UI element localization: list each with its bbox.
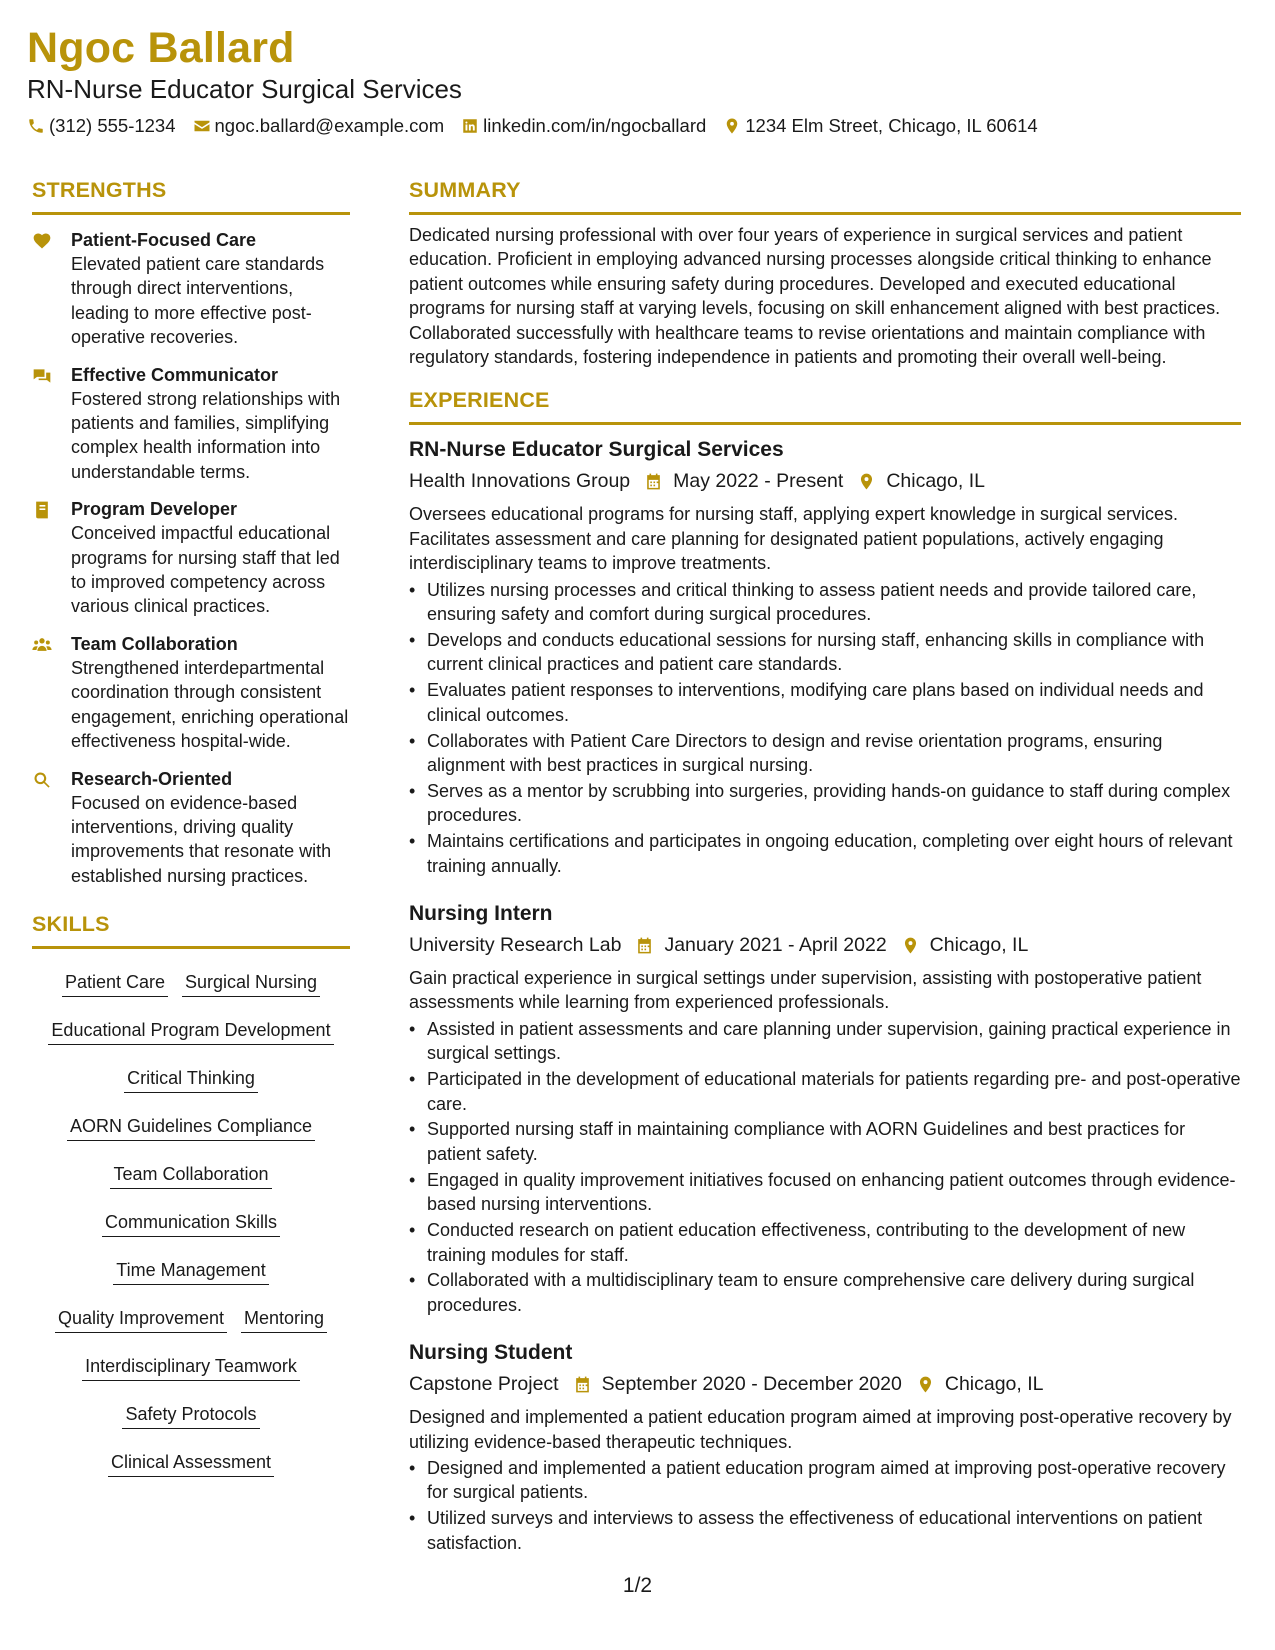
linkedin-icon <box>461 117 479 135</box>
skills-list <box>32 959 350 1487</box>
summary-text: Dedicated nursing professional with over four years of experience in surgical services and patient education. Proficient in employing advanced nursing processes alongside critical thinking to enhance patient outcomes while ensuring safety during procedures. Developed and executed educational programs for nursing staff at varying levels, focusing on skill enhancement aligned with best practices. Collaborated successfully with healthcare teams to revise orientations and maintain compliance with regulatory standards, fostering independence in patients and promoting their overall well-being. <box>409 225 1221 368</box>
job-location: Chicago, IL <box>886 470 985 493</box>
strength-item <box>32 363 350 485</box>
contact-bar <box>27 114 1247 138</box>
job-dates: September 2020 - December 2020 <box>601 1373 902 1396</box>
bullet-item: • Participated in the development of educational materials for patients regarding pre- and post-operative care. <box>409 1067 1241 1116</box>
comments-icon <box>32 366 52 386</box>
skill-tag: Quality Improvement <box>55 1302 227 1333</box>
strength-description: Conceived impactful educational programs for nursing staff that led to improved competency across various clinical practices. <box>71 523 340 617</box>
map-pin-icon <box>723 117 741 135</box>
skill-tag: Communication Skills <box>102 1206 280 1237</box>
summary-heading: SUMMARY <box>409 178 521 202</box>
job-title: Nursing Intern <box>409 902 553 926</box>
job-bullets <box>409 1017 1241 1317</box>
page-number: 1/2 <box>622 1574 653 1597</box>
job-title: RN-Nurse Educator Surgical Services <box>409 438 784 462</box>
left-column <box>32 176 350 1487</box>
strength-name: Program Developer <box>71 499 238 520</box>
experience-heading: EXPERIENCE <box>409 388 550 413</box>
skill-tag: Interdisciplinary Teamwork <box>82 1350 300 1381</box>
skill-tag: Surgical Nursing <box>182 966 320 997</box>
job-entry <box>409 1339 1241 1555</box>
contact-linkedin[interactable] <box>461 114 706 138</box>
bullet-item: • Collaborates with Patient Care Directors to design and revise orientation programs, ensuring alignment with best practices in surgical nursing. <box>409 729 1241 778</box>
job-company: Capstone Project <box>409 1373 559 1396</box>
job-description: Gain practical experience in surgical settings under supervision, assisting with postoperative patient assessments while learning from experienced professionals. <box>409 968 1202 1013</box>
bullet-item: • Engaged in quality improvement initiatives focused on enhancing patient outcomes through evidence-based nursing interventions. <box>409 1168 1241 1217</box>
calendar-icon <box>573 1375 592 1394</box>
job-entry <box>409 436 1241 878</box>
job-bullets <box>409 1456 1241 1555</box>
experience-section <box>409 386 1241 1555</box>
skill-tag: Mentoring <box>241 1302 327 1333</box>
bullet-item: • Assisted in patient assessments and care planning under supervision, gaining practical experience in surgical settings. <box>409 1017 1241 1066</box>
skill-tag: Patient Care <box>62 966 168 997</box>
skill-tag: Safety Protocols <box>122 1398 259 1429</box>
bullet-item: • Designed and implemented a patient education program aimed at improving post-operative recovery for surgical patients. <box>409 1456 1241 1505</box>
contact-phone[interactable] <box>27 114 176 138</box>
bullet-item: • Supported nursing staff in maintaining compliance with AORN Guidelines and best practices for patient safety. <box>409 1117 1241 1166</box>
linkedin-text: linkedin.com/in/ngocballard <box>483 115 707 136</box>
contact-email[interactable] <box>193 114 445 138</box>
candidate-title: RN-Nurse Educator Surgical Services <box>27 74 462 104</box>
email-text: ngoc.ballard@example.com <box>214 115 445 136</box>
strength-name: Team Collaboration <box>71 633 238 654</box>
search-icon <box>32 770 52 790</box>
right-column <box>409 176 1241 1555</box>
strength-description: Strengthened interdepartmental coordination through consistent engagement, enriching operational effectiveness hospital-wide. <box>71 657 349 752</box>
book-icon <box>32 500 52 520</box>
job-entry <box>409 900 1241 1317</box>
skill-tag: Critical Thinking <box>124 1062 258 1093</box>
bullet-item: • Utilized surveys and interviews to assess the effectiveness of educational interventions on patient satisfaction. <box>409 1506 1241 1555</box>
summary-section <box>409 176 1241 369</box>
job-bullets <box>409 578 1241 878</box>
job-description: Designed and implemented a patient education program aimed at improving post-operative recovery by utilizing evidence-based therapeutic techniques. <box>409 1407 1232 1452</box>
job-location: Chicago, IL <box>944 1373 1044 1396</box>
job-meta <box>409 932 1241 958</box>
address-text: 1234 Elm Street, Chicago, IL 60614 <box>745 115 1038 136</box>
map-pin-icon <box>901 936 920 955</box>
section-divider <box>32 946 350 949</box>
skill-tag: Team Collaboration <box>110 1158 271 1189</box>
job-company: University Research Lab <box>409 934 622 957</box>
skill-tag: Time Management <box>113 1254 268 1285</box>
strength-description: Focused on evidence-based interventions, driving quality improvements that resonate with established nursing practices. <box>71 792 332 886</box>
job-company: Health Innovations Group <box>409 470 631 493</box>
heart-icon <box>32 231 52 251</box>
candidate-name: Ngoc Ballard <box>27 24 295 72</box>
bullet-item: • Collaborated with a multidisciplinary team to ensure comprehensive care delivery during surgical procedures. <box>409 1268 1241 1317</box>
bullet-item: • Maintains certifications and participates in ongoing education, completing over eight hours of relevant training annually. <box>409 829 1241 878</box>
bullet-item: • Evaluates patient responses to interventions, modifying care plans based on individual needs and clinical outcomes. <box>409 678 1241 727</box>
strengths-section <box>32 176 350 888</box>
job-meta <box>409 468 1241 494</box>
strength-item <box>32 632 350 754</box>
skills-heading: SKILLS <box>32 912 110 937</box>
section-divider <box>32 212 350 215</box>
skill-tag: AORN Guidelines Compliance <box>67 1110 315 1141</box>
skill-tag: Educational Program Development <box>48 1014 333 1045</box>
users-icon <box>32 635 52 655</box>
envelope-icon <box>193 117 211 135</box>
phone-text: (312) 555-1234 <box>49 115 176 136</box>
contact-address <box>723 114 1037 138</box>
bullet-item: • Conducted research on patient education effectiveness, contributing to the development of new training modules for staff. <box>409 1218 1241 1267</box>
job-meta <box>409 1371 1241 1397</box>
calendar-icon <box>644 472 663 491</box>
strength-item <box>32 228 350 350</box>
job-dates: May 2022 - Present <box>673 470 844 493</box>
job-dates: January 2021 - April 2022 <box>664 934 887 957</box>
bullet-item: • Serves as a mentor by scrubbing into surgeries, providing hands-on guidance to staff during complex procedures. <box>409 779 1241 828</box>
bullet-item: • Develops and conducts educational sessions for nursing staff, enhancing skills in compliance with current clinical practices and patient care standards. <box>409 628 1241 677</box>
resume-header <box>27 22 1247 138</box>
phone-icon <box>27 117 45 135</box>
strength-name: Patient-Focused Care <box>71 230 257 250</box>
skills-section <box>32 910 350 1487</box>
bullet-item: • Utilizes nursing processes and critical thinking to assess patient needs and provide tailored care, ensuring safety and comfort during surgical procedures. <box>409 578 1241 627</box>
strength-item <box>32 767 350 889</box>
calendar-icon <box>635 936 654 955</box>
strength-description: Fostered strong relationships with patients and families, simplifying complex health information into understandable terms. <box>71 388 341 482</box>
section-divider <box>409 212 1241 215</box>
map-pin-icon <box>916 1375 935 1394</box>
job-description: Oversees educational programs for nursing staff, applying expert knowledge in surgical services. Facilitates assessment and care planning for designated patient populations, actively engaging interdisciplinary teams to improve treatments. <box>409 504 1179 574</box>
job-title: Nursing Student <box>409 1341 573 1365</box>
strength-description: Elevated patient care standards through direct interventions, leading to more effective post-operative recoveries. <box>71 254 325 348</box>
job-location: Chicago, IL <box>929 934 1029 957</box>
section-divider <box>409 422 1241 425</box>
strength-name: Effective Communicator <box>71 364 279 385</box>
skill-tag: Clinical Assessment <box>108 1446 274 1477</box>
map-pin-icon <box>857 472 876 491</box>
strength-item <box>32 497 350 619</box>
strength-name: Research-Oriented <box>71 768 233 789</box>
strengths-heading: STRENGTHS <box>32 178 167 202</box>
